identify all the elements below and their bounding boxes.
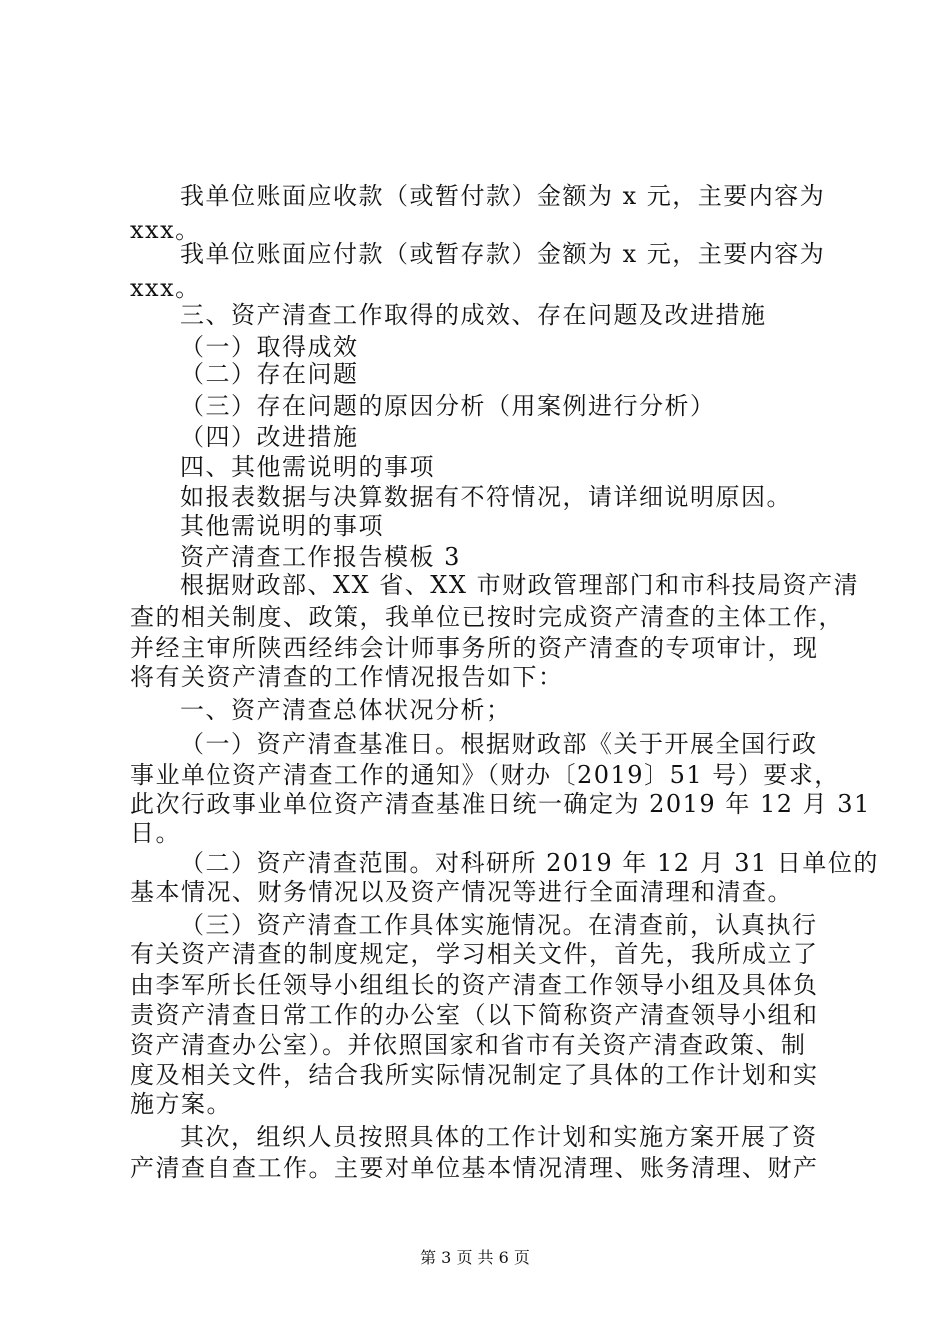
text-line: xxx。: [130, 274, 201, 302]
text-line: 此次行政事业单位资产清查基准日统一确定为 2019 年 12 月 31: [130, 790, 871, 818]
text-line: 日。: [130, 819, 181, 847]
text-line: 查的相关制度、政策，我单位已按时完成资产清查的主体工作，: [130, 603, 844, 631]
section-heading: 四、其他需说明的事项: [180, 453, 435, 481]
text-line: xxx。: [130, 216, 201, 244]
section-heading: 三、资产清查工作取得的成效、存在问题及改进措施: [180, 301, 767, 329]
template-title: 资产清查工作报告模板 3: [180, 543, 461, 571]
text-line: 基本情况、财务情况以及资产情况等进行全面清理和清查。: [130, 878, 793, 906]
text-line: 施方案。: [130, 1090, 232, 1118]
text-line: 资产清查办公室）。并依照国家和省市有关资产清查政策、制: [130, 1031, 807, 1059]
text-line: 如报表数据与决算数据有不符情况，请详细说明原因。: [180, 483, 792, 511]
text-line: 有关资产清查的制度规定，学习相关文件，首先，我所成立了: [130, 940, 819, 968]
text-line: （一）资产清查基准日。根据财政部《关于开展全国行政: [180, 730, 818, 758]
section-heading: 一、资产清查总体状况分析；: [180, 696, 512, 724]
text-line: 我单位账面应收款（或暂付款）金额为 x 元，主要内容为: [180, 182, 826, 210]
text-line: 由李军所长任领导小组组长的资产清查工作领导小组及具体负: [130, 971, 819, 999]
text-line: 根据财政部、XX 省、XX 市财政管理部门和市科技局资产清: [180, 571, 860, 599]
subsection-heading: （二）存在问题: [180, 360, 359, 388]
text-line: 责资产清查日常工作的办公室（以下简称资产清查领导小组和: [130, 1001, 819, 1029]
text-line: 度及相关文件，结合我所实际情况制定了具体的工作计划和实: [130, 1061, 819, 1089]
text-line: 产清查自查工作。主要对单位基本情况清理、账务清理、财产: [130, 1154, 819, 1182]
subsection-heading: （四）改进措施: [180, 423, 359, 451]
text-line: 其次，组织人员按照具体的工作计划和实施方案开展了资: [180, 1123, 818, 1151]
text-line: 将有关资产清查的工作情况报告如下：: [130, 663, 564, 691]
subsection-heading: （三）存在问题的原因分析（用案例进行分析）: [180, 392, 716, 420]
page-number: 第 3 页 共 6 页: [420, 1248, 530, 1267]
text-line: 其他需说明的事项: [180, 512, 384, 540]
text-line: （三）资产清查工作具体实施情况。在清查前，认真执行: [180, 911, 818, 939]
text-line: 事业单位资产清查工作的通知》（财办〔2019〕51 号）要求，: [130, 761, 840, 789]
text-line: （二）资产清查范围。对科研所 2019 年 12 月 31 日单位的: [180, 849, 879, 877]
text-line: 并经主审所陕西经纬会计师事务所的资产清查的专项审计，现: [130, 634, 819, 662]
text-line: 我单位账面应付款（或暂存款）金额为 x 元，主要内容为: [180, 240, 826, 268]
subsection-heading: （一）取得成效: [180, 333, 359, 361]
